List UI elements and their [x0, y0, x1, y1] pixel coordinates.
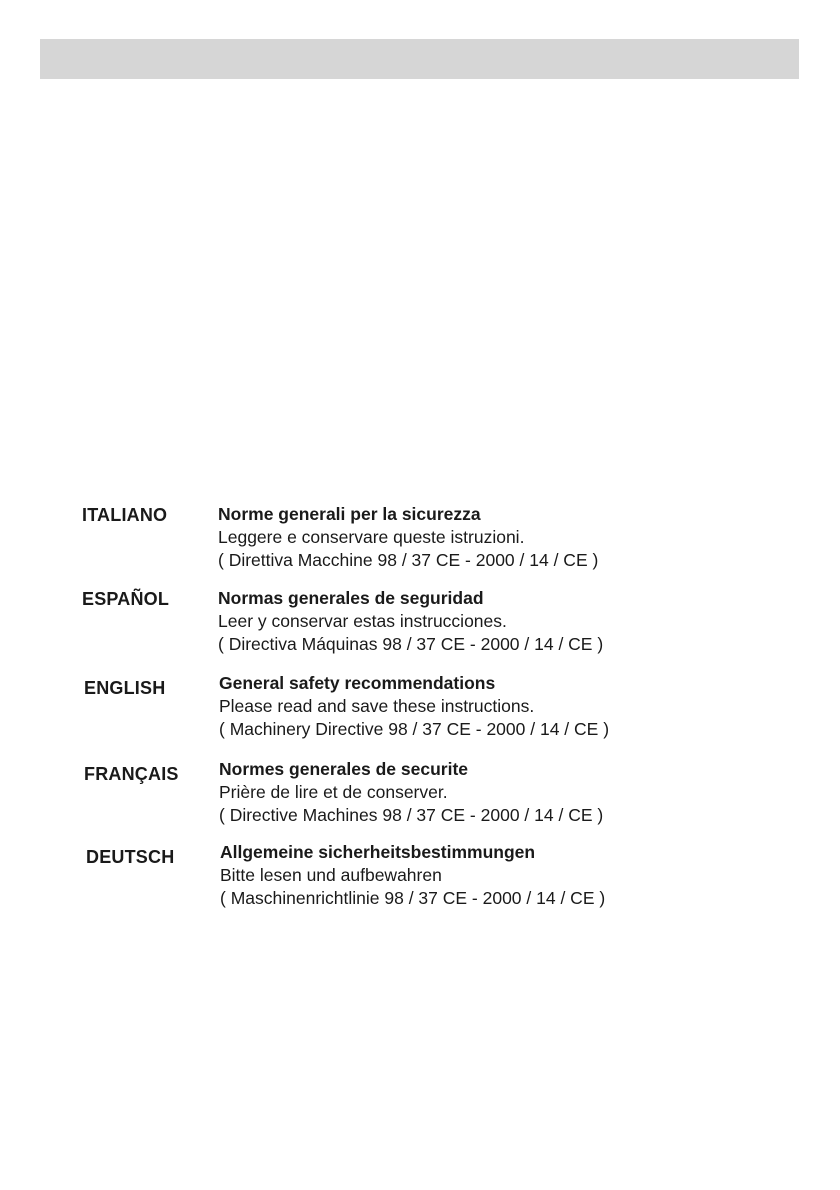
section-title: Norme generali per la sicurezza — [218, 504, 481, 524]
section-directive: ( Directiva Máquinas 98 / 37 CE - 2000 / 14 / CE ) — [218, 634, 604, 654]
header-band — [40, 39, 799, 79]
language-label: DEUTSCH — [86, 847, 175, 867]
section-directive: ( Machinery Directive 98 / 37 CE - 2000 / 14 / CE ) — [219, 719, 610, 739]
section-title: Normes generales de securite — [219, 759, 469, 779]
section-text — [219, 672, 609, 741]
section-title: Allgemeine sicherheitsbestimmungen — [220, 842, 536, 862]
section-instruction: Prière de lire et de conserver. — [219, 782, 448, 802]
section-italiano — [0, 503, 840, 583]
section-text — [218, 503, 598, 572]
section-directive: ( Maschinenrichtlinie 98 / 37 CE - 2000 / 14 / CE ) — [220, 888, 606, 908]
section-instruction: Please read and save these instructions. — [219, 696, 535, 716]
section-directive: ( Direttiva Macchine 98 / 37 CE - 2000 / 14 / CE ) — [218, 550, 599, 570]
section-francais — [0, 758, 840, 838]
section-text — [220, 841, 605, 910]
language-label: FRANÇAIS — [84, 764, 179, 784]
section-deutsch — [0, 841, 840, 921]
section-title: General safety recommendations — [219, 673, 496, 693]
section-english — [0, 672, 840, 752]
language-label: ENGLISH — [84, 678, 166, 698]
section-title: Normas generales de seguridad — [218, 588, 484, 608]
section-text — [218, 587, 603, 656]
section-instruction: Leer y conservar estas instrucciones. — [218, 611, 507, 631]
section-instruction: Leggere e conservare queste istruzioni. — [218, 527, 525, 547]
language-label: ESPAÑOL — [82, 589, 170, 609]
section-espanol — [0, 587, 840, 667]
section-instruction: Bitte lesen und aufbewahren — [220, 865, 442, 885]
section-directive: ( Directive Machines 98 / 37 CE - 2000 / 14 / CE ) — [219, 805, 604, 825]
section-text — [219, 758, 603, 827]
language-label: ITALIANO — [82, 505, 168, 525]
